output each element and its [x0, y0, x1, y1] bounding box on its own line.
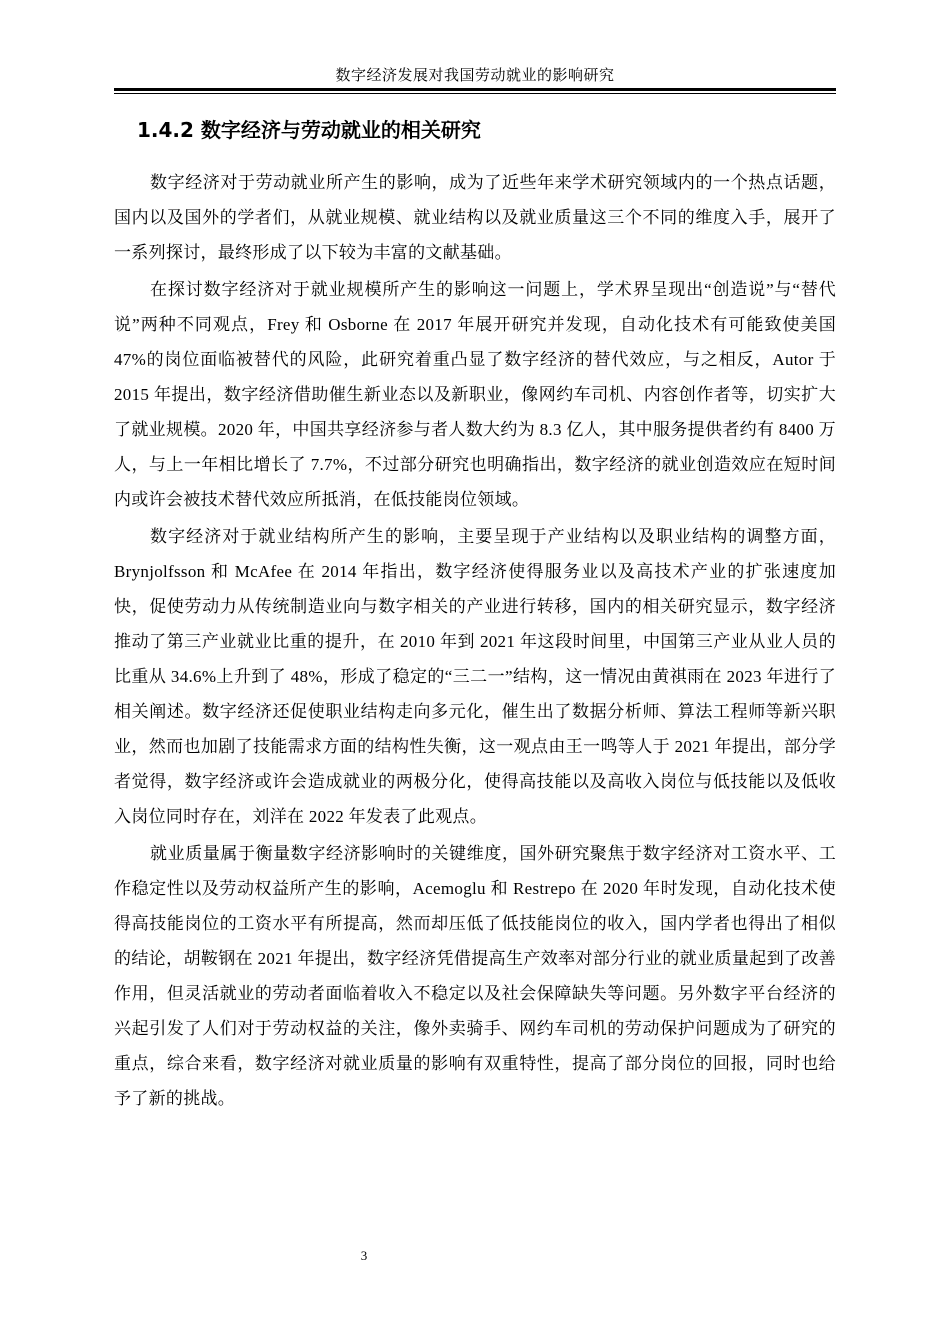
- header-rule-thick: [114, 88, 836, 91]
- paragraph-employment-scale: 在探讨数字经济对于就业规模所产生的影响这一问题上，学术界呈现出“创造说”与“替代说”两种不同观点，Frey 和 Osborne 在 2017 年展开研究并发现，自动化技术有可能致使美国 47%的岗位面临被替代的风险，此研究着重凸显了数字经济的替代效应，与之相反，Autor 于 2015 年提出，数字经济借助催生新业态以及新职业，像网约车司机、内容创作者等，切实扩大了就业规模。2020 年，中国共享经济参与者人数大约为 8.3 亿人，其中服务提供者约有 8400 万人，与上一年相比增长了 7.7%，不过部分研究也明确指出，数字经济的就业创造效应在短时间内或许会被技术替代效应所抵消，在低技能岗位领域。: [114, 280, 836, 509]
- running-header: 数字经济发展对我国劳动就业的影响研究: [335, 68, 615, 84]
- body-text: [114, 165, 836, 1118]
- paragraph-intro: 数字经济对于劳动就业所产生的影响，成为了近些年来学术研究领域内的一个热点话题，国内以及国外的学者们，从就业规模、就业结构以及就业质量这三个不同的维度入手，展开了一系列探讨，最终形成了以下较为丰富的文献基础。: [114, 173, 836, 262]
- paragraph-employment-quality: 就业质量属于衡量数字经济影响时的关键维度，国外研究聚焦于数字经济对工资水平、工作稳定性以及劳动权益所产生的影响，Acemoglu 和 Restrepo 在 2020 年时发现，自动化技术使得高技能岗位的工资水平有所提高，然而却压低了低技能岗位的收入，国内学者也得出了相似的结论，胡鞍钢在 2021 年提出，数字经济凭借提高生产效率对部分行业的就业质量起到了改善作用，但灵活就业的劳动者面临着收入不稳定以及社会保障缺失等问题。另外数字平台经济的兴起引发了人们对于劳动权益的关注，像外卖骑手、网约车司机的劳动保护问题成为了研究的重点，综合来看，数字经济对就业质量的影响有双重特性，提高了部分岗位的回报，同时也给予了新的挑战。: [114, 844, 836, 1108]
- section-heading: 1.4.2 数字经济与劳动就业的相关研究: [137, 118, 481, 142]
- header-rule-thin: [114, 93, 836, 94]
- page-number: 3: [360, 1248, 368, 1263]
- paragraph-employment-structure: 数字经济对于就业结构所产生的影响，主要呈现于产业结构以及职业结构的调整方面，Brynjolfsson 和 McAfee 在 2014 年指出，数字经济使得服务业以及高技术产业的扩张速度加快，促使劳动力从传统制造业向与数字相关的产业进行转移，国内的相关研究显示，数字经济推动了第三产业就业比重的提升，在 2010 年到 2021 年这段时间里，中国第三产业从业人员的比重从 34.6%上升到了 48%，形成了稳定的“三二一”结构，这一情况由黄祺雨在 2023 年进行了相关阐述。数字经济还促使职业结构走向多元化，催生出了数据分析师、算法工程师等新兴职业，然而也加剧了技能需求方面的结构性失衡，这一观点由王一鸣等人于 2021 年提出，部分学者觉得，数字经济或许会造成就业的两极分化，使得高技能以及高收入岗位与低技能以及低收入岗位同时存在，刘洋在 2022 年发表了此观点。: [114, 527, 836, 826]
